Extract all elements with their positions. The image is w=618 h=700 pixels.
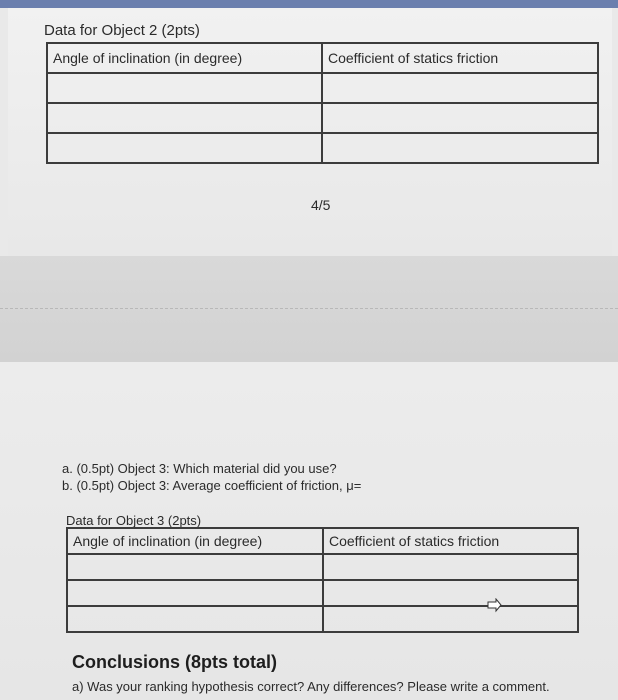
table-cell[interactable]	[323, 606, 578, 632]
table-header-row	[47, 43, 598, 73]
object2-heading: Data for Object 2 (2pts)	[44, 22, 200, 39]
page-number: 4/5	[311, 197, 331, 213]
table-row	[67, 554, 578, 580]
object2-data-table	[46, 42, 599, 164]
table-cell[interactable]	[47, 103, 322, 133]
table-cell[interactable]	[322, 133, 598, 163]
table-cell[interactable]	[323, 580, 578, 606]
table-cell[interactable]	[67, 554, 323, 580]
column-header-coefficient: Coefficient of statics friction	[322, 43, 598, 73]
table-cell[interactable]	[67, 580, 323, 606]
table-cell[interactable]	[322, 103, 598, 133]
object3-data-table	[66, 527, 579, 633]
table-header-row	[67, 528, 578, 554]
page-break-divider	[0, 308, 618, 309]
table-row	[47, 133, 598, 163]
column-header-angle: Angle of inclination (in degree)	[47, 43, 322, 73]
object3-heading: Data for Object 3 (2pts)	[66, 513, 202, 528]
table-cell[interactable]	[47, 73, 322, 103]
top-bar	[0, 0, 618, 8]
conclusions-heading: Conclusions (8pts total)	[72, 652, 278, 672]
column-header-coefficient: Coefficient of statics friction	[323, 528, 578, 554]
table-cell[interactable]	[323, 554, 578, 580]
table-row	[47, 103, 598, 133]
mouse-cursor-icon	[486, 598, 502, 616]
table-cell[interactable]	[47, 133, 322, 163]
table-cell[interactable]	[67, 606, 323, 632]
conclusion-question-a: a) Was your ranking hypothesis correct? Any differences? Please write a comment.	[72, 679, 550, 694]
question-a: a. (0.5pt) Object 3: Which material did you use?	[62, 461, 337, 476]
column-header-angle: Angle of inclination (in degree)	[67, 528, 323, 554]
question-b: b. (0.5pt) Object 3: Average coefficient of friction, μ=	[62, 478, 362, 493]
table-row	[47, 73, 598, 103]
table-cell[interactable]	[322, 73, 598, 103]
page-gap	[0, 256, 618, 362]
